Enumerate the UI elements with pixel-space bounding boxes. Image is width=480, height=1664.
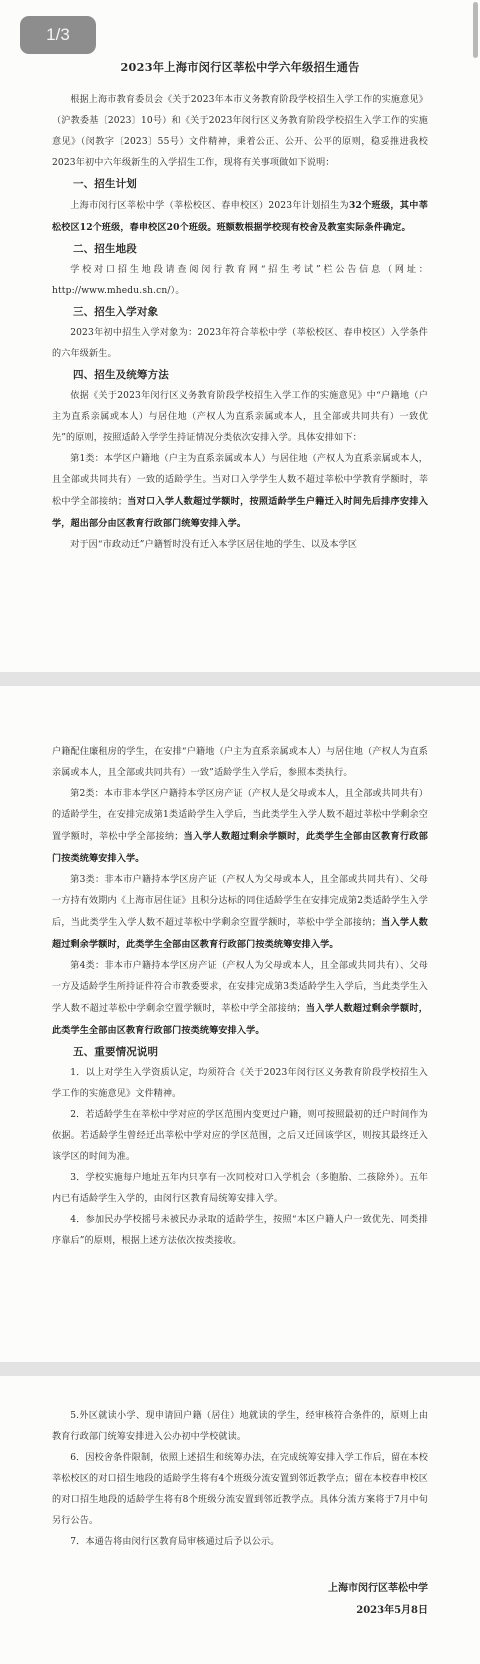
- section-heading-method: 四、招生及统筹方法: [73, 369, 169, 381]
- intro-paragraph: 根据上海市教育委员会《关于2023年本市义务教育阶段学校招生入学工作的实施意见》（沪教委基〔2023〕10号）和《关于2023年闵行区义务教育阶段学校招生入学工作的实施意见》（闵教字〔2023〕55号）文件精神，秉着公正、公开、公平的原则，稳妥推进我校2023年初中六年级新生的入学招生工作，现将有关事项做如下说明：: [52, 95, 428, 168]
- category-1-bold-text: 当对口入学人数超过学额时，按照适龄学生户籍迁入时间先后排序安排入学，超出部分由区教育行政部门统筹安排入学。: [52, 496, 428, 529]
- relocation-note-part2: 户籍配住廉租房的学生，在安排“户籍地（户主为直系亲属或本人）与居住地（产权人为直系亲属或本人，且全部或共同共有）一致”适龄学生入学后，参照本类执行。: [52, 747, 428, 778]
- page-divider: [0, 672, 480, 686]
- category-4-bold-text: 当入学人数超过剩余学额时，此类学生全部由区教育行政部门按类统筹安排入学。: [52, 1003, 428, 1036]
- document-body-page-2: [52, 742, 428, 1252]
- category-1-paragraph: [52, 449, 428, 535]
- page-title: 2023年上海市闵行区莘松中学六年级招生通告: [120, 60, 360, 74]
- note-item-6: 6．因校舍条件限制，依照上述招生和统筹办法，在完成统筹安排入学工作后，留在本校莘松校区的对口招生地段的适龄学生将有4个班级分流安置到邻近教学点；留在本校春申校区的对口招生地段的适龄学生将有8个班级分流安置到邻近教学点。具体分流方案将于7月中旬另行公告。: [52, 1453, 428, 1526]
- note-item-7: 7．本通告将由闵行区教育局审核通过后予以公示。: [70, 1537, 280, 1547]
- scrollbar[interactable]: [473, 2, 478, 58]
- note-item-1: 1．以上对学生入学资质认定，均须符合《关于2023年闵行区义务教育阶段学校招生入学工作的实施意见》文件精神。: [52, 1068, 428, 1099]
- category-3-text: 第3类：非本市户籍持本学区房产证（产权人为父母或本人，且全部或共同共有）、父母一方持有效期内《上海市居住证》且积分达标的同住适龄学生在安排完成第2类适龄学生入学后，当此类学生入学人数不超过莘松中学剩余空置学额时，莘松中学全部接纳；: [52, 875, 428, 928]
- category-4-paragraph: [52, 956, 428, 1042]
- page-divider: [0, 1362, 480, 1376]
- section-heading-area: 二、招生地段: [73, 243, 137, 255]
- category-3-paragraph: [52, 870, 428, 956]
- document-body-page-3: [52, 1406, 428, 1553]
- section-heading-target: 三、招生入学对象: [73, 306, 159, 318]
- document-body-page-1: [52, 56, 428, 556]
- category-1-text: 第1类：本学区户籍地（户主为直系亲属或本人）与居住地（产权人为直系亲属或本人，且全部或共同共有）一致的适龄学生。当对口入学学生人数不超过莘松中学教育学额时，莘松中学全部接纳；: [52, 454, 428, 507]
- category-2-paragraph: [52, 784, 428, 870]
- signature-org: 上海市闵行区莘松中学: [328, 1583, 428, 1594]
- page-indicator[interactable]: 1/3: [20, 16, 96, 54]
- category-2-bold-text: 当入学人数超过剩余学额时，此类学生全部由区教育行政部门按类统筹安排入学。: [52, 831, 428, 864]
- signature-date: 2023年5月8日: [356, 1605, 428, 1616]
- plan-text: 上海市闵行区莘松中学（莘松校区、春申校区）2023年计划招生为: [70, 201, 349, 211]
- category-3-bold-text: 当入学人数超过剩余学额时，此类学生全部由区教育行政部门按类统筹安排入学。: [52, 917, 428, 950]
- category-2-text: 第2类：本市非本学区户籍持本学区房产证（产权人是父母或本人，且全部或共同共有）的适龄学生，在安排完成第1类适龄学生入学后，当此类学生入学人数不超过莘松中学剩余空置学额时，莘松中学全部接纳；: [52, 789, 428, 842]
- method-intro-paragraph: 依据《关于2023年闵行区义务教育阶段学校招生入学工作的实施意见》中“户籍地（户主为直系亲属或本人）与居住地（产权人为直系亲属或本人，且全部或共同共有）一致优先”的原则，按照适龄入学学生持证情况分类依次安排入学。具体安排如下：: [52, 391, 428, 443]
- section-heading-notes: 五、重要情况说明: [73, 1046, 159, 1058]
- signature-block: [328, 1578, 428, 1622]
- plan-bold-text: 32个班级，其中莘松校区12个班级，春申校区20个班级。班额数根据学校现有校舍及教室实际条件确定。: [52, 200, 428, 233]
- relocation-note-part1: 对于因“市政动迁”户籍暂时没有迁入本学区居住地的学生、以及本学区: [70, 540, 358, 550]
- note-item-3: 3．学校实施每户地址五年内只享有一次同校对口入学机会（多胞胎、二孩除外）。五年内已有适龄学生入学的，由闵行区教育局统筹安排入学。: [52, 1173, 428, 1204]
- plan-paragraph: [52, 195, 428, 239]
- category-4-text: 第4类：非本市户籍持本学区房产证（产权人为父母或本人，且全部或共同共有）、父母一方及适龄学生所持证件符合市教委要求，在安排完成第3类适龄学生入学后，当此类学生入学人数不超过莘松中学剩余空置学额时，莘松中学全部接纳；: [52, 961, 428, 1014]
- section-heading-plan: 一、招生计划: [73, 178, 137, 190]
- target-paragraph: 2023年初中招生入学对象为：2023年符合莘松中学（莘松校区、春申校区）入学条件的六年级新生。: [52, 328, 428, 359]
- note-item-2: 2．若适龄学生在莘松中学对应的学区范围内变更过户籍，则可按照最初的迁户时间作为依据。若适龄学生曾经迁出莘松中学对应的学区范围，之后又迁回该学区，则按其最终迁入该学区的时间为准。: [52, 1110, 428, 1162]
- note-item-5: 5.外区就读小学、现申请回户籍（居住）地就读的学生，经审核符合条件的，原则上由教育行政部门统筹安排进入公办初中学校就读。: [52, 1411, 428, 1442]
- area-paragraph: 学校对口招生地段请查阅闵行教育网“招生考试”栏公告信息（网址：http://www.mhedu.sh.cn/）。: [52, 265, 428, 296]
- note-item-4: 4．参加民办学校摇号未被民办录取的适龄学生，按照“本区户籍人户一致优先、同类排序靠后”的原则，根据上述方法依次按类接收。: [52, 1215, 428, 1246]
